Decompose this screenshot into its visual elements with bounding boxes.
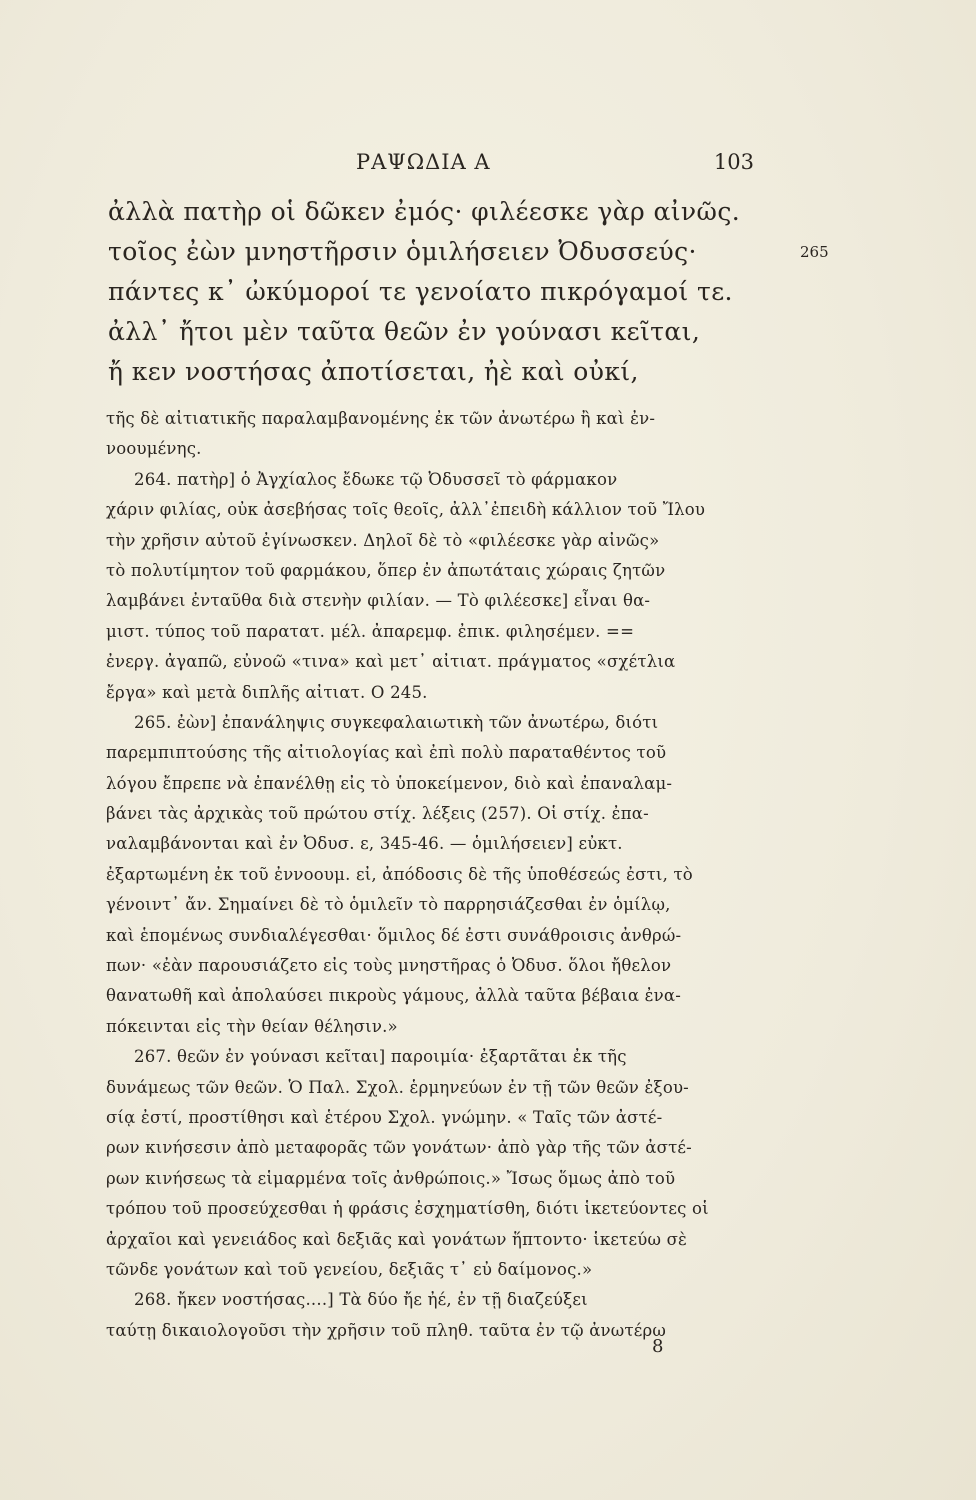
commentary-note-264: 264. πατὴρ] ὁ Ἀγχίαλος ἔδωκε τῷ Ὀδυσσεῖ τὸ φάρμακον	[134, 469, 618, 489]
running-title: ΡΑΨΩΔΙΑ Α	[356, 150, 491, 174]
commentary-line: ρων κινήσεως τὰ εἱμαρμένα τοῖς ἀνθρώποις.» Ἴσως ὅμως ἀπὸ τοῦ	[106, 1168, 676, 1188]
commentary-line: τῶνδε γονάτων καὶ τοῦ γενείου, δεξιᾶς τ᾿ εὐ δαίμονος.»	[106, 1259, 593, 1279]
running-header	[106, 150, 754, 184]
commentary-line: λόγου ἔπρεπε νὰ ἐπανέλθῃ εἰς τὸ ὑποκείμενον, διὸ καὶ ἐπαναλαμ-	[106, 773, 673, 793]
commentary-line: ἀρχαῖοι καὶ γενειάδος καὶ δεξιᾶς καὶ γονάτων ἥπτοντο· ἱκετεύω σὲ	[106, 1229, 688, 1249]
commentary-line: πων· «ἐὰν παρουσιάζετο εἰς τοὺς μνηστῆρας ὁ Ὀδυσ. ὅλοι ἤθελον	[106, 956, 672, 976]
verse-line: πάντες κ᾿ ὠκύμοροί τε γενοίατο πικρόγαμοί τε.	[108, 277, 733, 306]
commentary-line: σίᾳ ἐστί, προστίθησι καὶ ἑτέρου Σχολ. γνώμην. « Ταῖς τῶν ἀστέ-	[106, 1107, 663, 1127]
commentary-line: παρεμπιπτούσης τῆς αἰτιολογίας καὶ ἐπὶ πολὺ παραταθέντος τοῦ	[106, 743, 667, 763]
commentary-line: νοουμένης.	[106, 439, 202, 459]
commentary-line: ἐνεργ. ἀγαπῶ, εὐνοῶ «τινα» καὶ μετ᾿ αἰτιατ. πράγματος «σχέτλια	[106, 652, 676, 672]
commentary-line: λαμβάνει ἐνταῦθα διὰ στενὴν φιλίαν. — Τὸ φιλέεσκε] εἶναι θα-	[106, 591, 651, 611]
verse-line: ἀλλὰ πατὴρ οἱ δῶκεν ἐμός· φιλέεσκε γὰρ αἰνῶς.	[108, 197, 741, 226]
commentary-line: βάνει τὰς ἀρχικὰς τοῦ πρώτου στίχ. λέξεις (257). Οἱ στίχ. ἐπα-	[106, 804, 649, 824]
commentary-line: τρόπου τοῦ προσεύχεσθαι ἡ φράσις ἐσχηματίσθη, διότι ἱκετεύοντες οἱ	[106, 1199, 709, 1219]
commentary-line: πόκεινται εἰς τὴν θείαν θέλησιν.»	[106, 1016, 398, 1036]
verse-line: τοῖος ἐὼν μνηστῆρσιν ὁμιλήσειεν Ὀδυσσεύς·	[108, 237, 697, 266]
signature-mark: 8	[652, 1336, 664, 1357]
commentary-line: ἐξαρτωμένη ἐκ τοῦ ἐννοουμ. εἰ, ἀπόδοσις δὲ τῆς ὑποθέσεώς ἐστι, τὸ	[106, 864, 693, 884]
commentary-line: ρων κινήσεσιν ἀπὸ μεταφορᾶς τῶν γονάτων· ἀπὸ γὰρ τῆς τῶν ἀστέ-	[106, 1138, 692, 1158]
page-number: 103	[713, 150, 754, 174]
commentary-note-268: 268. ἤκεν νοστήσας....] Τὰ δύο ἤε ἠέ, ἐν τῇ διαζεύξει	[134, 1290, 588, 1310]
verse-line-number: 265	[800, 243, 829, 261]
commentary-note-265: 265. ἐὼν] ἐπανάληψις συγκεφαλαιωτικὴ τῶν ἀνωτέρω, διότι	[134, 712, 659, 732]
commentary-line: ναλαμβάνονται καὶ ἐν Ὀδυσ. ε, 345-46. — ὁμιλήσειεν] εὐκτ.	[106, 834, 623, 854]
commentary-line: τὸ πολυτίμητον τοῦ φαρμάκου, ὅπερ ἐν ἀπωτάταις χώραις ζητῶν	[106, 560, 666, 580]
commentary-line: γένοιντ᾿ ἄν. Σημαίνει δὲ τὸ ὁμιλεῖν τὸ παρρησιάζεσθαι ἐν ὁμίλῳ,	[106, 895, 671, 915]
commentary-line: τῆς δὲ αἰτιατικῆς παραλαμβανομένης ἐκ τῶν ἀνωτέρω ἢ καὶ ἐν-	[106, 409, 656, 428]
commentary-line: δυνάμεως τῶν θεῶν. Ὁ Παλ. Σχολ. ἑρμηνεύων ἐν τῇ τῶν θεῶν ἐξου-	[106, 1077, 689, 1097]
verse-block	[108, 192, 768, 392]
commentary-line: ταύτῃ δικαιολογοῦσι τὴν χρῆσιν τοῦ πληθ. ταῦτα ἐν τῷ ἀνωτέρω	[106, 1320, 667, 1340]
commentary-line: τὴν χρῆσιν αὐτοῦ ἐγίνωσκεν. Δηλοῖ δὲ τὸ «φιλέεσκε γὰρ αἰνῶς»	[106, 530, 660, 550]
commentary-block	[106, 404, 758, 1346]
commentary-line: θανατωθῆ καὶ ἀπολαύσει πικροὺς γάμους, ἀλλὰ ταῦτα βέβαια ἐνα-	[106, 986, 682, 1006]
commentary-note-267: 267. θεῶν ἐν γούνασι κεῖται] παροιμία· ἐξαρτᾶται ἐκ τῆς	[134, 1047, 627, 1067]
commentary-line: χάριν φιλίας, οὐκ ἀσεβήσας τοῖς θεοῖς, ἀλλ᾿ἐπειδὴ κάλλιον τοῦ Ἴλου	[106, 500, 706, 520]
verse-line: ἤ κεν νοστήσας ἀποτίσεται, ἠὲ καὶ οὐκί,	[108, 357, 639, 386]
verse-line: ἀλλ᾿ ἤτοι μὲν ταῦτα θεῶν ἐν γούνασι κεῖται,	[108, 317, 701, 346]
commentary-line: μιστ. τύπος τοῦ παρατατ. μέλ. ἀπαρεμφ. ἐπικ. φιλησέμεν. ==	[106, 621, 635, 641]
commentary-line: καὶ ἑπομένως συνδιαλέγεσθαι· ὅμιλος δέ ἐστι συνάθροισις ἀνθρώ-	[106, 925, 682, 945]
commentary-line: ἔργα» καὶ μετὰ διπλῆς αἰτιατ. Ο 245.	[106, 682, 428, 702]
